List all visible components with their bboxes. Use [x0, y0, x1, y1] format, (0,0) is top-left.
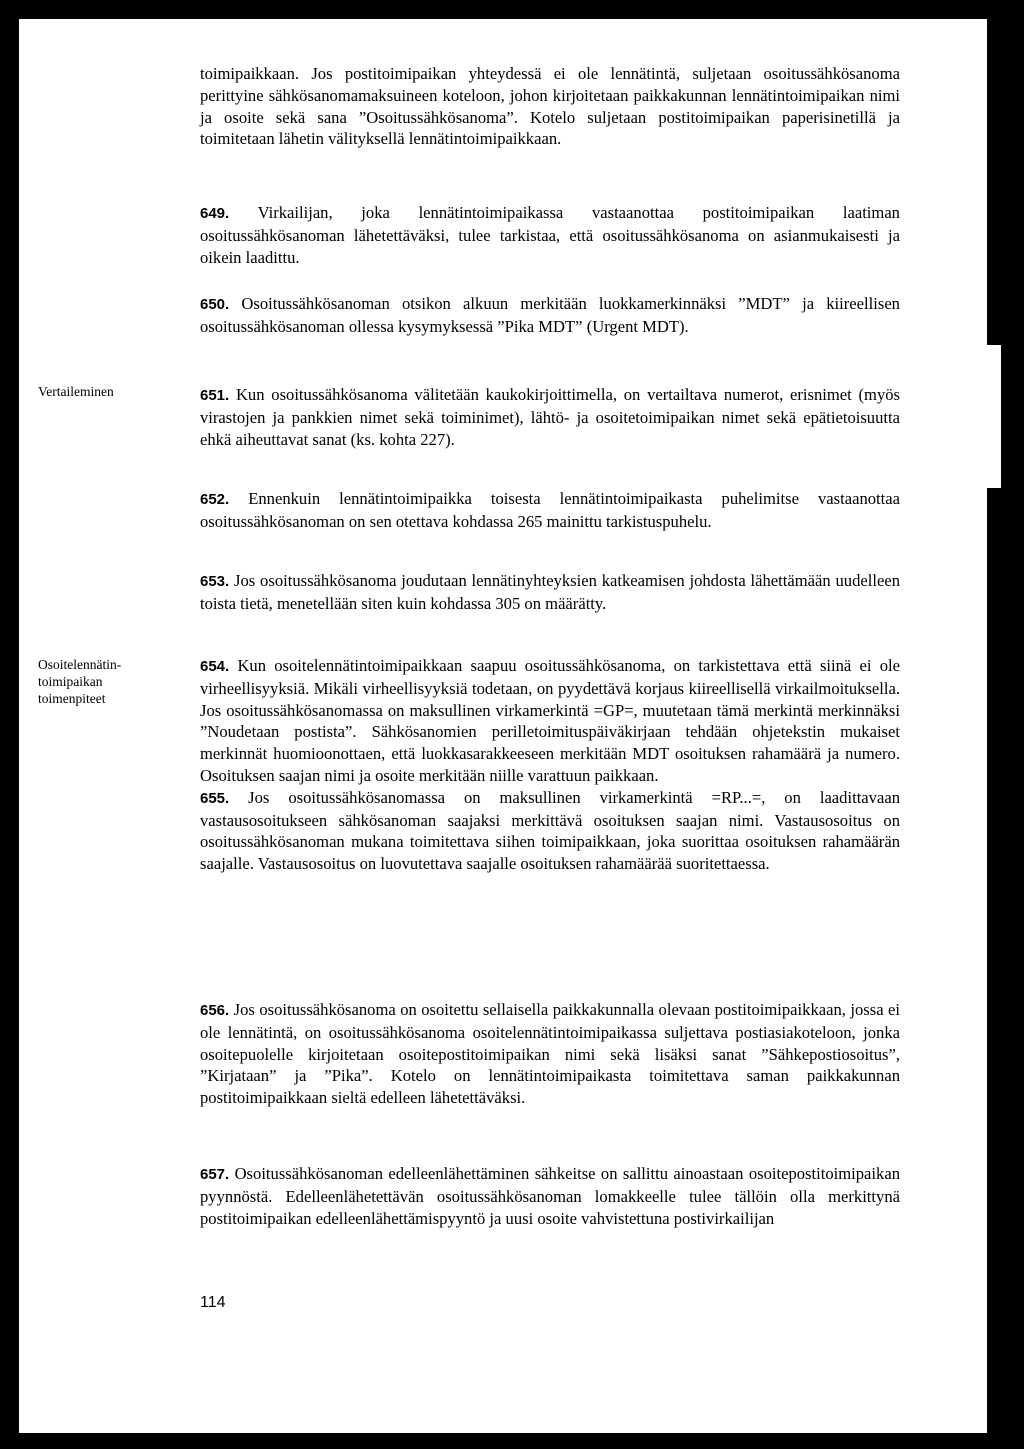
section-paragraph: [200, 1163, 900, 1229]
section-paragraph: [200, 655, 900, 787]
section-text: Jos osoitussähkösanoma on osoitettu sellaisella paikkakunnalla olevaan postitoimipaikkaan, jossa ei ole lennätintä, on osoitussähkösanoma osoitelennätintoimipaikassa suljettava postiasiakoteloon, jonka osoitepuolelle kirjoitetaan osoitepostitoimipaikan nimi sekä lisäksi sanat ”Sähkepostiosoitus”, ”Kirjataan” ja ”Pika”. Kotelo on lennätintoimipaikasta toimitettava saman paikkakunnan postitoimipaikkaan sieltä edelleen lähetettäväksi.: [200, 1000, 900, 1108]
section-number: 653.: [200, 573, 230, 590]
section-number: 649.: [200, 205, 230, 222]
section-text: Osoitussähkösanoman otsikon alkuun merkitään luokkamerkinnäksi ”MDT” ja kiireellisen osoitussähkösanoman ollessa kysymyksessä ”Pika MDT” (Urgent MDT).: [200, 294, 900, 336]
section-paragraph: [200, 999, 900, 1109]
section-652: [200, 488, 900, 533]
section-paragraph: [200, 202, 900, 268]
margin-note-text: Vertaileminen: [38, 384, 114, 399]
section-657: [200, 1163, 900, 1229]
section-paragraph: [200, 488, 900, 533]
section-text: Jos osoitussähkösanoma joudutaan lennätinyhteyksien katkeamisen johdosta lähettämään uudelleen toista tietä, menetellään siten kuin kohdassa 305 on määrätty.: [200, 571, 900, 613]
scan-edge-bar-bottom: [987, 488, 1002, 1449]
section-number: 657.: [200, 1166, 230, 1183]
section-text: Virkailijan, joka lennätintoimipaikassa vastaanottaa postitoimipaikan laatiman osoitussähkösanoman lähetettäväksi, tulee tarkistaa, että osoitussähkösanoma on asianmukaisesti ja oikein laadittu.: [200, 203, 900, 267]
section-text: Jos osoitussähkösanomassa on maksullinen virkamerkintä =RP...=, on laadittavaan vastausosoitukseen sähkösanoman saajaksi merkittävä osoituksen saajan nimi. Vastausosoitus on osoitussähkösanoman mukana toimitettava siihen toimipaikkaan, joka suorittaa osoituksen rahamäärän saajalle. Vastausosoitus on luovutettava saajalle osoituksen rahamäärää suoritettaessa.: [200, 787, 900, 874]
section-paragraph: [200, 384, 900, 450]
section-649: [200, 202, 900, 268]
section-number: 650.: [200, 296, 230, 313]
margin-note-line: toimipaikan: [38, 674, 103, 689]
section-text: Osoitussähkösanoman edelleenlähettäminen sähkeitse on sallittu ainoastaan osoitepostitoimipaikan pyynnöstä. Edelleenlähetettävän osoitussähkösanoman lomakkeelle tulee tällöin olla merkittynä postitoimipaikan edelleenlähettämispyyntö ja uusi osoite vahvistettuna postivirkailijan: [200, 1164, 900, 1228]
section-number: 654.: [200, 658, 230, 675]
section-text: Kun osoitelennätintoimipaikkaan saapuu osoitussähkösanoma, on tarkistettava että siinä ei ole virheellisyyksiä. Mikäli virheellisyyksiä todetaan, on pyydettävä korjaus kiireellisellä virkailmoituksella. Jos osoitussähkösanomassa on maksullinen virkamerkintä =GP=, muutetaan tämä merkintä merkinnäksi ”Noudetaan postista”. Sähkösanomien perilletoimituspäiväkirjaan tehdään ohjetekstin mukaiset merkinnät huomioonottaen, että luokkasarakkeeseen merkitään MDT osoituksen rahamäärä ja numero. Osoituksen saajan nimi ja osoite merkitään niille varattuun paikkaan.: [200, 656, 900, 785]
section-text: Kun osoitussähkösanoma välitetään kaukokirjoittimella, on vertailtava numerot, erisnimet (myös virastojen ja pankkien nimet sekä toiminimet), lähtö- ja osoitetoimipaikan nimet sekä epätietoisuutta ehkä aiheuttavat sanat (ks. kohta 227).: [200, 385, 900, 449]
margin-note-vertailu: [38, 383, 183, 400]
section-paragraph: [200, 570, 900, 615]
section-number: 651.: [200, 387, 230, 404]
section-paragraph: [200, 293, 900, 338]
section-654: [200, 655, 900, 875]
scan-edge-bar-top: [987, 0, 1002, 345]
intro-paragraph: toimipaikkaan. Jos postitoimipaikan yhteydessä ei ole lennätintä, suljetaan osoitussähkösanoma perittyine sähkösanomamaksuineen koteloon, johon kirjoitetaan paikkakunnan lennätintoimipaikan nimi ja osoite sekä sana ”Osoitussähkösanoma”. Kotelo suljetaan postitoimipaikan paperisinetillä ja toimitetaan lähetin välityksellä lennätintoimipaikkaan.: [200, 64, 900, 149]
section-number: 656.: [200, 1002, 230, 1019]
section-number: 652.: [200, 491, 230, 508]
margin-note-osoitelennatin: [38, 656, 183, 707]
intro-block: [200, 63, 900, 150]
section-text: Ennenkuin lennätintoimipaikka toisesta lennätintoimipaikasta puhelimitse vastaanottaa osoitussähkösanoman on sen otettava kohdassa 265 mainittu tarkistuspuhelu.: [200, 489, 900, 531]
section-651: [200, 384, 900, 450]
section-number: 655.: [200, 789, 230, 807]
margin-note-line: Osoitelennätin-: [38, 657, 122, 672]
section-paragraph: [200, 787, 900, 875]
section-656: [200, 999, 900, 1109]
section-650: [200, 293, 900, 338]
page-number: 114: [200, 1294, 226, 1311]
section-653: [200, 570, 900, 615]
margin-note-line: toimenpiteet: [38, 691, 106, 706]
